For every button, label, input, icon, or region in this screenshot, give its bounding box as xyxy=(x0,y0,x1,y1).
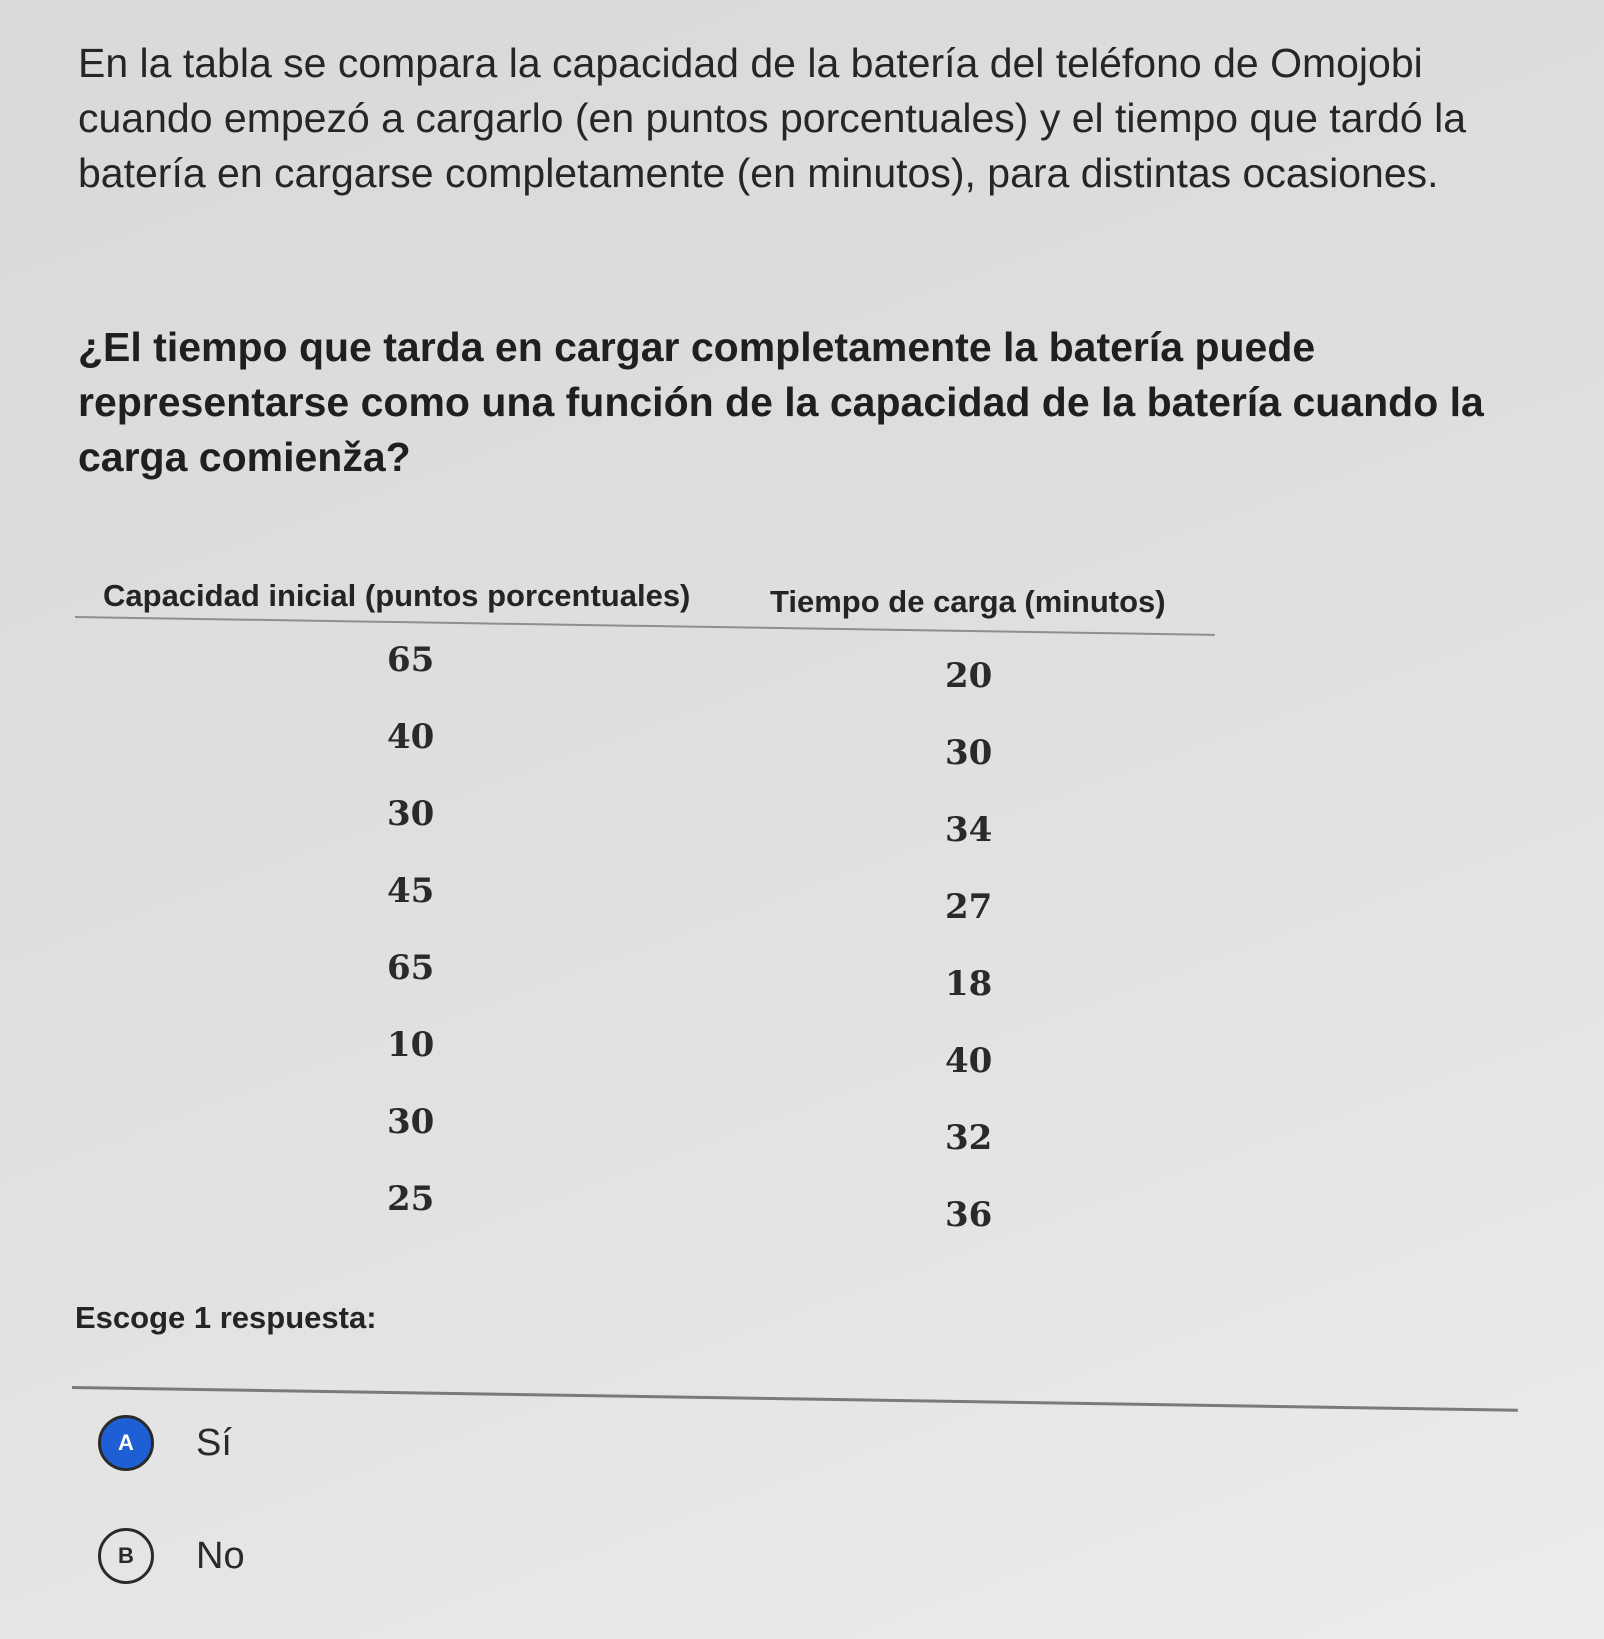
option-b-badge[interactable]: B xyxy=(98,1528,154,1584)
capacity-cell: 30 xyxy=(387,794,435,834)
capacity-cell: 65 xyxy=(387,948,435,988)
capacity-cell: 30 xyxy=(387,1102,435,1142)
time-cell: 32 xyxy=(945,1118,993,1158)
table-body xyxy=(75,640,1215,1256)
option-a[interactable] xyxy=(98,1415,232,1471)
time-cell: 40 xyxy=(945,1041,993,1081)
table-row xyxy=(75,717,1215,794)
table-row xyxy=(75,871,1215,948)
option-a-badge[interactable]: A xyxy=(98,1415,154,1471)
header-time: Tiempo de carga (minutos) xyxy=(770,584,1166,619)
capacity-cell: 10 xyxy=(387,1025,435,1065)
capacity-cell: 45 xyxy=(387,871,435,911)
time-cell: 27 xyxy=(945,887,993,927)
options-divider xyxy=(72,1386,1518,1412)
time-cell: 34 xyxy=(945,810,993,850)
table-row xyxy=(75,1025,1215,1102)
option-a-label[interactable]: Sí xyxy=(196,1421,232,1464)
table-row xyxy=(75,640,1215,717)
time-cell: 20 xyxy=(945,656,993,696)
question-text: ¿El tiempo que tarda en cargar completamente la batería puede representarse como una función de la capacidad de la batería cuando la carga comienža? xyxy=(78,324,1484,480)
table-row xyxy=(75,1179,1215,1256)
capacity-cell: 40 xyxy=(387,717,435,757)
time-cell: 30 xyxy=(945,733,993,773)
table-row xyxy=(75,794,1215,871)
header-capacity: Capacidad inicial (puntos porcentuales) xyxy=(103,578,691,613)
table-row xyxy=(75,1102,1215,1179)
time-cell: 18 xyxy=(945,964,993,1004)
option-b[interactable] xyxy=(98,1528,245,1584)
answer-prompt: Escoge 1 respuesta: xyxy=(75,1300,377,1335)
table-row xyxy=(75,948,1215,1025)
data-table xyxy=(75,560,1215,1260)
capacity-cell: 65 xyxy=(387,640,435,680)
intro-text: En la tabla se compara la capacidad de la batería del teléfono de Omojobi cuando empezó a cargarlo (en puntos porcentuales) y el tiempo que tardó la batería en cargarse completamente (en minutos), para distintas ocasiones. xyxy=(78,40,1467,196)
option-b-label[interactable]: No xyxy=(196,1534,245,1577)
time-cell: 36 xyxy=(945,1195,993,1235)
capacity-cell: 25 xyxy=(387,1179,435,1219)
